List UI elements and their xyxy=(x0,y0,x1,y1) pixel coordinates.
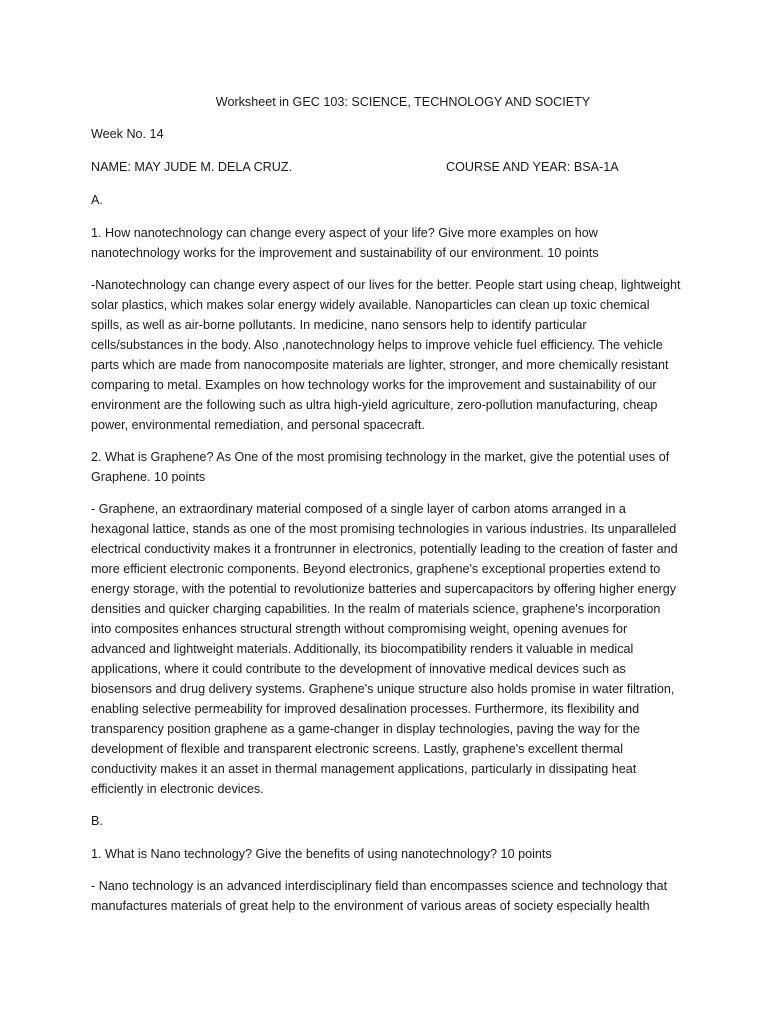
section-b-answer-1: - Nano technology is an advanced interdisciplinary field than encompasses science and technology that manufactures materials of great help to the environment of various areas of society especially health xyxy=(91,879,668,913)
section-a-answer-2: - Graphene, an extraordinary material composed of a single layer of carbon atoms arranged in a hexagonal lattice, stands as one of the most promising technologies in various industries. Its unparalleled electrical conductivity makes it a frontrunner in electronics, potentially leading to the creation of faster and more efficient electronic components. Beyond electronics, graphene's exceptional properties extend to energy storage, with the potential to revolutionize batteries and supercapacitors by offering higher energy densities and quicker charging capabilities. In the realm of materials science, graphene's incorporation into composites enhances structural strength without compromising weight, opening avenues for advanced and lightweight materials. Additionally, its biocompatibility renders it valuable in medical applications, where it could contribute to the development of innovative medical devices such as biosensors and drug delivery systems. Graphene's unique structure also holds promise in water filtration, enabling selective permeability for improved desalination processes. Furthermore, its flexibility and transparency position graphene as a game-changer in display technologies, paving the way for the development of flexible and transparent electronic screens. Lastly, graphene's excellent thermal conductivity makes it an asset in thermal management applications, particularly in dissipating heat efficiently in electronic devices. xyxy=(91,502,678,796)
course-and-year: COURSE AND YEAR: BSA-1A xyxy=(446,160,619,174)
section-a-answer-1: -Nanotechnology can change every aspect of our lives for the better. People start using cheap, lightweight solar plastics, which makes solar energy widely available. Nanoparticles can clean up toxic chemical spills, as well as air-borne pollutants. In medicine, nano sensors help to identify particular cells/substances in the body. Also ,nanotechnology helps to improve vehicle fuel efficiency. The vehicle parts which are made from nanocomposite materials are lighter, stronger, and more chemically resistant comparing to metal. Examples on how technology works for the improvement and sustainability of our environment are the following such as ultra high-yield agriculture, zero-pollution manufacturing, cheap power, environmental remediation, and personal spacecraft. xyxy=(91,278,681,432)
section-a-question-2: 2. What is Graphene? As One of the most promising technology in the market, give the potential uses of Graphene. 10 points xyxy=(91,450,670,484)
week-number: Week No. 14 xyxy=(91,127,164,141)
section-a-heading: A. xyxy=(91,193,103,207)
section-b-question-1: 1. What is Nano technology? Give the benefits of using nanotechnology? 10 points xyxy=(91,847,552,861)
section-b-heading: B. xyxy=(91,814,103,828)
student-info-row xyxy=(91,157,681,177)
document-body xyxy=(91,92,681,928)
section-a-question-1: 1. How nanotechnology can change every aspect of your life? Give more examples on how nanotechnology works for the improvement and sustainability of our environment. 10 points xyxy=(91,226,599,260)
worksheet-title: Worksheet in GEC 103: SCIENCE, TECHNOLOGY AND SOCIETY xyxy=(215,95,591,109)
student-name: NAME: MAY JUDE M. DELA CRUZ. xyxy=(91,160,293,174)
